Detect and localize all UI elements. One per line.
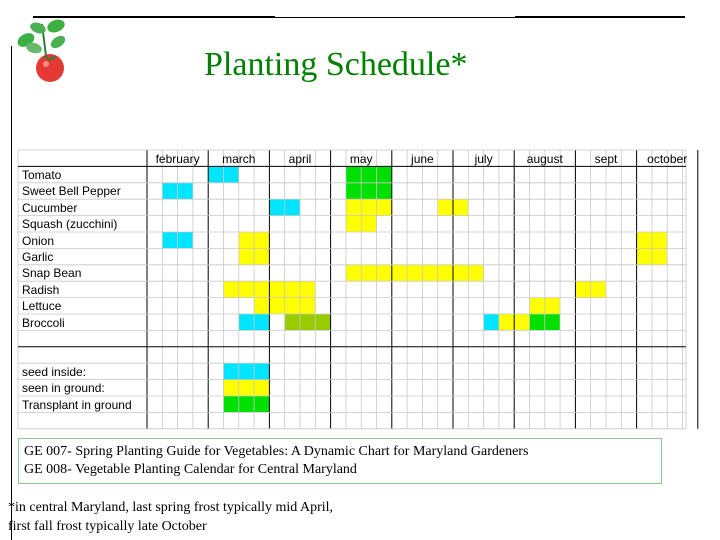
crop-label: Lettuce xyxy=(22,299,62,314)
month-label: february xyxy=(155,152,200,166)
schedule-cell xyxy=(346,265,484,281)
schedule-cell xyxy=(285,314,331,330)
crop-label: Cucumber xyxy=(22,200,78,215)
legend-label: seed inside: xyxy=(22,364,87,379)
schedule-cell xyxy=(224,380,270,396)
source-ge008: GE 008- Vegetable Planting Calendar for Central Maryland xyxy=(24,462,357,477)
schedule-cell xyxy=(224,396,270,412)
crop-label: Tomato xyxy=(22,167,62,182)
frost-note-line2: first fall frost typically late October xyxy=(8,519,207,534)
crop-label: Squash (zucchini) xyxy=(22,217,118,232)
month-label: june xyxy=(411,152,434,166)
month-label: april xyxy=(288,152,312,166)
page-title: Planting Schedule* xyxy=(204,46,468,83)
month-label: august xyxy=(526,152,563,166)
crop-label: Garlic xyxy=(22,249,54,264)
source-ge007: GE 007- Spring Planting Guide for Vegetables: A Dynamic Chart for Maryland Gardeners xyxy=(24,444,529,459)
crop-label: Broccoli xyxy=(22,315,65,330)
legend-label: seen in ground: xyxy=(22,381,105,396)
crop-label: Snap Bean xyxy=(22,266,82,281)
schedule-cell xyxy=(346,183,392,199)
month-label: october xyxy=(647,152,688,166)
legend-label: Transplant in ground xyxy=(22,397,132,412)
schedule-cell xyxy=(346,199,392,215)
month-label: sept xyxy=(594,152,618,166)
schedule-cell xyxy=(346,166,392,182)
schedule-cell xyxy=(224,363,270,379)
month-label: march xyxy=(222,152,256,166)
crop-label: Radish xyxy=(22,282,60,297)
month-label: july xyxy=(474,152,493,166)
crop-label: Onion xyxy=(22,233,55,248)
month-label: may xyxy=(349,152,373,166)
schedule-cell xyxy=(484,314,499,330)
frost-note-line1: *in central Maryland, last spring frost typically mid April, xyxy=(8,500,334,515)
crop-label: Sweet Bell Pepper xyxy=(22,184,121,199)
